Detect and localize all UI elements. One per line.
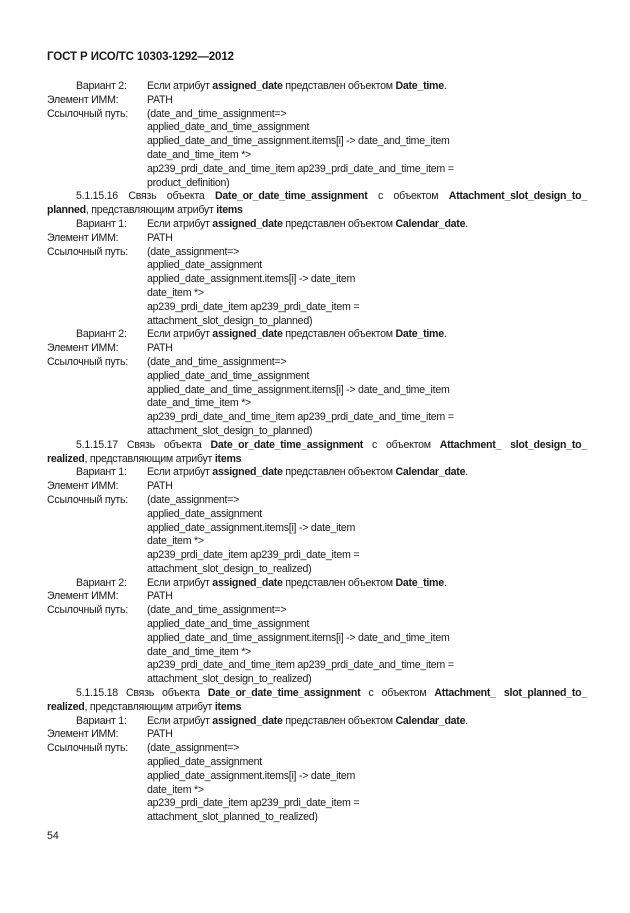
- variant-label: Вариант 1:: [76, 714, 127, 727]
- section-heading: 5.1.15.17 Связь объекта Date_or_date_time_assignment с объектом Attachment_ slot_design_to_: [76, 438, 587, 451]
- ref-line: [47, 356, 587, 370]
- variant-line: [47, 80, 587, 94]
- ref-path: (date_and_time_assignment=>: [147, 355, 287, 368]
- imm-line: [47, 728, 587, 742]
- ref-path: (date_assignment=>: [147, 493, 240, 506]
- ref-line: [47, 494, 587, 508]
- ref-line: [47, 632, 587, 646]
- variant-label: Вариант 2:: [76, 80, 127, 92]
- ref-path: ap239_prdi_date_item ap239_prdi_date_item =: [147, 300, 360, 313]
- imm-label: Элемент ИММ:: [47, 93, 119, 106]
- ref-line: [47, 287, 587, 301]
- ref-path: ap239_prdi_date_and_time_item ap239_prdi_date_and_time_item =: [147, 659, 454, 672]
- ref-path: applied_date_and_time_assignment.items[i] -> date_and_time_item: [147, 135, 450, 148]
- imm-label: Элемент ИММ:: [47, 590, 119, 603]
- ref-path: attachment_slot_planned_to_realized): [147, 811, 318, 824]
- section-heading: 5.1.15.18 Связь объекта Date_or_date_time_assignment с объектом Attachment_ slot_planned_to_: [76, 687, 587, 700]
- document-header: ГОСТ Р ИСО/ТС 10303-1292—2012: [47, 51, 234, 63]
- ref-line: [47, 522, 587, 536]
- section-5-1-15-17: [47, 439, 587, 687]
- imm-value: PATH: [147, 342, 173, 355]
- variant-line: [47, 577, 587, 591]
- imm-line: [47, 342, 587, 356]
- page-number: 54: [47, 830, 59, 842]
- ref-line: [47, 563, 587, 577]
- imm-value: PATH: [147, 231, 173, 244]
- ref-path: date_item *>: [147, 783, 204, 796]
- ref-line: [47, 163, 587, 177]
- ref-line: [47, 108, 587, 122]
- imm-value: PATH: [147, 480, 173, 493]
- ref-line: [47, 618, 587, 632]
- ref-path: applied_date_assignment.items[i] -> date_item: [147, 521, 356, 534]
- ref-path: (date_and_time_assignment=>: [147, 604, 287, 617]
- ref-line: [47, 756, 587, 770]
- ref-line: [47, 797, 587, 811]
- ref-path: applied_date_assignment.items[i] -> date_item: [147, 273, 356, 286]
- ref-path: applied_date_and_time_assignment: [147, 369, 310, 382]
- document-body: [47, 80, 587, 825]
- ref-path: date_item *>: [147, 286, 204, 299]
- ref-label: Ссылочный путь:: [47, 355, 128, 368]
- section-heading: 5.1.15.16 Связь объекта Date_or_date_time_assignment с объектом Attachment_slot_design_to_: [76, 190, 587, 203]
- variant-line: [47, 218, 587, 232]
- ref-path: date_and_time_item *>: [147, 645, 251, 658]
- ref-path: attachment_slot_design_to_planned): [147, 314, 313, 327]
- imm-label: Элемент ИММ:: [47, 480, 119, 493]
- ref-line: [47, 673, 587, 687]
- variant-line: [47, 715, 587, 729]
- imm-value: PATH: [147, 93, 173, 106]
- imm-label: Элемент ИММ:: [47, 728, 119, 741]
- ref-label: Ссылочный путь:: [47, 604, 128, 617]
- ref-line: [47, 259, 587, 273]
- imm-value: PATH: [147, 728, 173, 741]
- ref-line: [47, 659, 587, 673]
- ref-path: ap239_prdi_date_and_time_item ap239_prdi_date_and_time_item =: [147, 411, 454, 424]
- ref-line: [47, 149, 587, 163]
- ref-line: [47, 397, 587, 411]
- ref-line: [47, 135, 587, 149]
- ref-label: Ссылочный путь:: [47, 107, 128, 120]
- ref-path: product_definition): [147, 176, 230, 189]
- variant-text: Если атрибут assigned_date представлен объектом Date_time.: [147, 576, 447, 589]
- ref-line: [47, 784, 587, 798]
- ref-path: applied_date_assignment.items[i] -> date_item: [147, 769, 356, 782]
- variant-line: [47, 328, 587, 342]
- variant-label: Вариант 2:: [76, 328, 127, 341]
- ref-path: (date_assignment=>: [147, 245, 240, 258]
- ref-line: [47, 370, 587, 384]
- ref-path: (date_assignment=>: [147, 742, 240, 755]
- variant-text: Если атрибут assigned_date представлен объектом Date_time.: [147, 80, 447, 92]
- ref-line: [47, 425, 587, 439]
- ref-line: [47, 604, 587, 618]
- ref-path: date_and_time_item *>: [147, 148, 251, 161]
- section-heading-cont: realized, представляющим атрибут items: [47, 700, 242, 713]
- imm-line: [47, 94, 587, 108]
- ref-path: applied_date_assignment: [147, 756, 262, 769]
- section-heading-cont: realized, представляющим атрибут items: [47, 452, 242, 465]
- ref-path: date_item *>: [147, 535, 204, 548]
- ref-line: [47, 177, 587, 191]
- ref-path: attachment_slot_design_to_planned): [147, 424, 313, 437]
- ref-path: ap239_prdi_date_and_time_item ap239_prdi_date_and_time_item =: [147, 162, 454, 175]
- imm-line: [47, 480, 587, 494]
- ref-line: [47, 508, 587, 522]
- ref-label: Ссылочный путь:: [47, 742, 128, 755]
- variant-label: Вариант 2:: [76, 576, 127, 589]
- ref-path: (date_and_time_assignment=>: [147, 107, 287, 120]
- ref-line: [47, 742, 587, 756]
- ref-label: Ссылочный путь:: [47, 245, 128, 258]
- ref-path: ap239_prdi_date_item ap239_prdi_date_item =: [147, 797, 360, 810]
- variant-text: Если атрибут assigned_date представлен объектом Date_time.: [147, 328, 447, 341]
- section-continuation: [47, 80, 587, 190]
- variant-line: [47, 466, 587, 480]
- ref-line: [47, 811, 587, 825]
- imm-value: PATH: [147, 590, 173, 603]
- ref-path: applied_date_and_time_assignment: [147, 121, 310, 134]
- imm-line: [47, 590, 587, 604]
- variant-text: Если атрибут assigned_date представлен объектом Calendar_date.: [147, 466, 468, 479]
- section-5-1-15-18: [47, 687, 587, 825]
- ref-line: [47, 246, 587, 260]
- ref-path: applied_date_assignment: [147, 507, 262, 520]
- ref-line: [47, 411, 587, 425]
- variant-text: Если атрибут assigned_date представлен объектом Calendar_date.: [147, 217, 468, 230]
- ref-line: [47, 273, 587, 287]
- ref-line: [47, 121, 587, 135]
- ref-label: Ссылочный путь:: [47, 493, 128, 506]
- variant-text: Если атрибут assigned_date представлен объектом Calendar_date.: [147, 714, 468, 727]
- section-heading-cont: planned, представляющим атрибут items: [47, 204, 243, 217]
- ref-path: attachment_slot_design_to_realized): [147, 673, 312, 686]
- section-5-1-15-16: [47, 190, 587, 438]
- ref-path: date_and_time_item *>: [147, 397, 251, 410]
- ref-path: applied_date_and_time_assignment.items[i] -> date_and_time_item: [147, 383, 450, 396]
- imm-label: Элемент ИММ:: [47, 231, 119, 244]
- imm-line: [47, 232, 587, 246]
- ref-line: [47, 315, 587, 329]
- ref-path: applied_date_and_time_assignment.items[i] -> date_and_time_item: [147, 631, 450, 644]
- ref-path: attachment_slot_design_to_realized): [147, 562, 312, 575]
- imm-label: Элемент ИММ:: [47, 342, 119, 355]
- ref-line: [47, 770, 587, 784]
- ref-line: [47, 549, 587, 563]
- ref-path: applied_date_and_time_assignment: [147, 618, 310, 631]
- ref-line: [47, 384, 587, 398]
- ref-path: applied_date_assignment: [147, 259, 262, 272]
- ref-line: [47, 646, 587, 660]
- variant-label: Вариант 1:: [76, 217, 127, 230]
- ref-line: [47, 535, 587, 549]
- variant-label: Вариант 1:: [76, 466, 127, 479]
- ref-path: ap239_prdi_date_item ap239_prdi_date_item =: [147, 549, 360, 562]
- ref-line: [47, 301, 587, 315]
